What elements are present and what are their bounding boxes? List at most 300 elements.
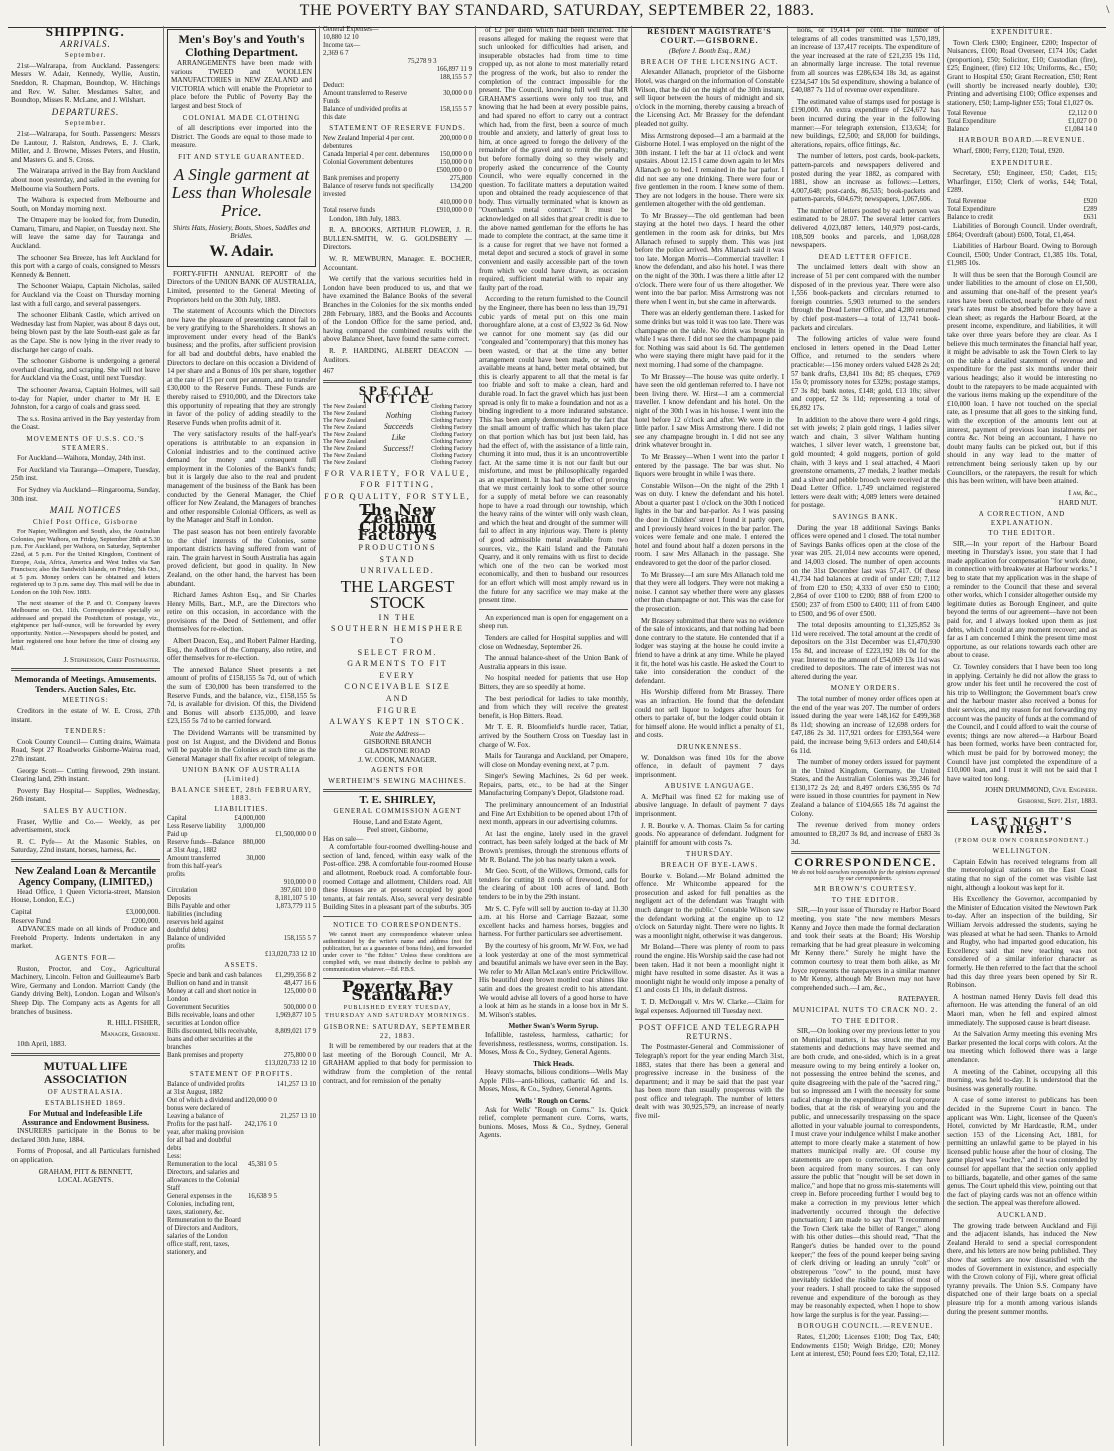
bank-paragraph: Albert Deacon, Esq., and Robert Palmer Harding, Esq., the Auditors of the Company, also retire, and offer themselves for re-election. <box>167 637 316 663</box>
table-row <box>167 903 316 935</box>
to-word: TO <box>390 636 405 645</box>
graham-agents: GRAHAM, PITT & BENNETT, <box>38 1167 133 1176</box>
table-cell: Bills Payable and other liabilities (including reserves held against doubtful debts) <box>167 903 231 935</box>
table-cell: 397,601 10 0 <box>280 887 316 895</box>
court-paragraph: Bourke v. Boland.—Mr Boland admitted the offence. Mr Whitcombe appeared for the prosecution and asked for full penalties as the negligent act of the defendant was 'fraught with much danger to the public.' Constable Wilson saw the defendant working at the engine up to 12 o'clock on Saturday night. There were no lights. It was a moonlight night, otherwise it was dangerous. <box>635 871 784 940</box>
table-cell: 30,000 <box>246 855 266 863</box>
table-cell: Out of which a dividend and bonus were declared of <box>167 1096 245 1112</box>
note-address: Note the Address— <box>369 729 426 738</box>
divider <box>791 851 940 854</box>
table-cell: Bank premises and property <box>323 174 400 182</box>
movement-item: For Auckland—Waihora, Monday, 24th inst. <box>17 454 146 463</box>
table-cell <box>234 903 265 935</box>
shirts-line: Shirts Hats, Hosiery, Boots, Shoes, Saddles and Bridles. <box>173 223 310 241</box>
table-cell: Total reserve funds <box>323 206 375 214</box>
table-cell <box>234 935 265 951</box>
table-cell: 166,897 11 9 <box>436 66 472 73</box>
table-cell: Paid up <box>167 831 188 839</box>
published-line: PUBLISHED EVERY TUESDAY, THURSDAY AND SATURDAY MORNINGS. <box>325 1004 470 1020</box>
newspaper-page <box>8 26 1106 1446</box>
drunkenness-text: W. Donaldson was fined 10s for the above offence, in default of payment 7 days imprisonment. <box>635 753 784 779</box>
table-cell <box>234 879 265 887</box>
table-row <box>947 198 1097 206</box>
table-cell: Balance of undivided profits at this date <box>323 106 408 121</box>
list-item: Clothing Factory <box>431 459 472 466</box>
list-item: Clothing Factory <box>431 438 472 445</box>
correction-heading: A CORRECTION, AND EXPLANATION. <box>978 509 1066 527</box>
list-item: Clothing Factory <box>431 403 472 410</box>
table-cell <box>323 74 408 82</box>
thick-heads-heading: Thick Heads. <box>533 1059 574 1068</box>
departures-month: September. <box>64 119 107 128</box>
table-cell: 150,000 0 0 <box>439 150 472 158</box>
table-cell <box>323 66 408 74</box>
gladstone-road: GLADSTONE ROAD <box>364 746 431 755</box>
colonial-text: of all descriptions ever imported into the District. The Goods are equal to those made to measure. <box>171 124 312 150</box>
post-paragraph: The total number of money order offices open at the end of the year was 207. The number of orders issued during the year were 148,162 for £499,368 8s 11d; showing an increase of 12,698 orders for £47,186 2s 3d. 117,921 orders for £393,564 were paid, the increase being 9,613 orders and £40,614 6s 11d. <box>791 694 940 755</box>
table-row <box>167 1097 316 1113</box>
list-item: The New Zealand <box>323 431 366 438</box>
table-cell: 242,176 1 0 <box>244 1120 277 1128</box>
table-row <box>323 74 472 82</box>
table-cell <box>437 50 472 58</box>
liabilities-heading: LIABILITIES. <box>214 804 269 813</box>
table-cell <box>277 1097 316 1113</box>
table-cell: £4,000,000 <box>234 815 266 823</box>
notice-correspondents: NOTICE TO CORRESPONDENTS. <box>333 921 462 930</box>
court-paragraph: Miss Armstrong deposed—I am a barmaid at the Gisborne Hotel. I was employed on the night of the 30th instant. I left the bar at 11 o'clock and went upstairs. About 12.15 I came down again to let Mrs Allanach go to bed. I remained in the bar parlor. I did not see any one drinking. There were four or five gentlemen in the room. I knew some of them. They are not lodgers in the house. There were six gentlemen altogether with the old gentleman. <box>635 131 784 209</box>
table-row <box>323 66 472 74</box>
table-cell <box>245 1113 277 1121</box>
table-row <box>167 815 316 823</box>
court-paragraph: To Mr Brassey—When I went into the parlor I entered by the passage. The bar was shut. No liquors were brought in while I was there. <box>635 452 784 479</box>
wire-text: Captain Edwin has received telegrams from all the meteorological stations on the East Coast stating that no sign of the comet was visible last night, although a lookout was kept for it. <box>947 857 1097 892</box>
table-cell <box>234 831 265 839</box>
post-paragraph: In addition to the above there were 4 gold rings, set with jewels; 2 plain gold rings, 1 ladies silver watch and chain, 3 silver Waltham hunting watches, 1 silver lever watch, 1 greenstone bar, gold mounted; 4 gold nuggets, portion of gold chain, with 3 keys and 1 seal attached, 4 Maori greenstone ornaments, 27 medals, 2 leather medals and a silver and pebble brooch were received at the Dead Letter Office. 1,749 unclaimed registered letters were dealt with; 4,089 letters were detained for postage. <box>791 415 940 510</box>
clothing-advert <box>167 29 316 267</box>
list-item: Clothing Factory <box>431 452 472 459</box>
table-cell <box>167 879 234 887</box>
table-cell: 1,873,779 11 5 <box>275 903 316 911</box>
table-cell: Income tax— <box>323 42 361 49</box>
table-cell: Circulation <box>167 887 198 895</box>
local-news: At last the engine, lately used in the gravel contract, has been safely lodged at the back of Mr Brown's premises, through the strenuous efforts of Mr R. Boland. The job has nearly taken a week. <box>479 829 628 864</box>
harbour-revenue-heading: HARBOUR BOARD.—REVENUE. <box>958 136 1086 145</box>
wire-text: A case of some interest to publicans has been decided in the Supreme Court in banco. The applicant was Wm. Light, licensee of the Queen's Hotel, convicted by Mr Hardcastle, R.M., under section 153 of the Licensing Act, 1881, for permitting an unlawful game to be played in his licensed public house after the hour of closing. The game played was "euchre," and it was contended by counsel for appellant that the section only applied to billiards, bagatelle, and other games of the same genus. The Court upheld this view, pointing out that the fact of playing cards was not an offence within the section. The appeal was therefore allowed. <box>947 1096 1097 1208</box>
movements-heading: MOVEMENTS OF U.S.S. CO.'S STEAMERS. <box>26 434 145 452</box>
table-cell: 8,181,107 5 10 <box>275 895 316 903</box>
table-row <box>947 126 1097 134</box>
fit-guarantee: FIT AND STYLE GUARANTEED. <box>178 152 305 161</box>
harbour-expenditure: Secretary, £50; Engineer, £50; Cadet, £15; Wharfinger, £150; Clerk of works, £44; Total, £289. <box>947 169 1097 195</box>
shipping-news: The Omapere may be looked for, from Dunedin, Oamaru, Timaru, and Napier, on Tuesday next. She will leave the same day for Tauranga and Auckland. <box>11 216 160 251</box>
table-cell: 141,257 13 10 <box>276 1080 316 1088</box>
table-row <box>167 855 316 879</box>
post-office-heading: POST OFFICE AND TELEGRAPH RETURNS. <box>638 1023 781 1041</box>
table-row <box>167 972 316 980</box>
court-heading: RESIDENT MAGISTRATE'S COURT.—GISBORNE. <box>647 27 772 45</box>
shipping-news: The schooner Sea Breeze, has left Auckland for this port with a cargo of coals, consigned to Messrs Kennedy & Bennett. <box>11 253 160 279</box>
table-cell: £289 <box>1083 205 1097 213</box>
postmaster-signature: J. Stephenson, Chief Postmaster. <box>63 655 160 664</box>
table-row <box>167 1060 316 1068</box>
table-cell: Specie and bank and cash balances <box>167 971 262 979</box>
mail-office: Chief Post Office, Gisborne <box>32 517 139 526</box>
colonial-heading: COLONIAL MADE CLOTHING <box>182 113 301 122</box>
table-row <box>323 90 472 106</box>
table-cell <box>234 887 265 895</box>
table-cell: 21,257 13 10 <box>280 1112 316 1120</box>
movement-item: For Sydney via Auckland—Ringarooma, Sunday, 30th inst. <box>11 485 160 503</box>
table-cell: £2,112 0 0 <box>1068 110 1097 118</box>
table-row <box>167 1121 316 1153</box>
table-cell: 75,278 9 3 <box>407 58 437 65</box>
managers-list: W. R. MEWBURN, Manager. E. BOCHER, Accountant. <box>323 254 472 272</box>
expenditure-heading: EXPENDITURE. <box>991 28 1053 36</box>
local-news: The annual balance-sheet of the Union Bank of Australia appears in this issue. <box>479 654 628 671</box>
table-cell: Bank premises and property <box>167 1051 244 1059</box>
court-paragraph: To Mr Brassey—I am sure Mrs Allanach told me that they were all lodgers. They were not making a noise. I cannot say whether there were any glasses other than champagne or not. This was the case for the prosecution. <box>635 570 784 613</box>
unrivalled: UNRIVALLED. <box>360 566 435 576</box>
local-news: Mails for Tauranga and Auckland, per Omapere, will close on Monday evening next, at 7 p.m. <box>479 752 628 769</box>
bank-paragraph: The Dividend Warrants will be transmitted by post on 1st August, and the Dividend and Bonus will be payable in the Colonies at such time as the General Manager shall fix after receipt of telegram. <box>167 729 316 763</box>
leader-paragraph: of £2 per diem which had been incurred. The reasons alleged for making the request were that such unlooked for difficulties had arisen, and insuperable obstacles had from time to time cropped up, as not alone to most materially retard the progress of the work, but also to render the completion of the contract impossible for the present. The Council, knowing full well that MR GRAHAM'S assertions were only too true, and knowing that he had been at every possible pains, and had spared no effort to carry out a contract which had, from the first, been a source of much trouble and anxiety, and latterly of great loss to him, at once agreed to forego the delivery of the remainder of the gravel and to remit the penalty; but before formally doing so they wisely and properly asked the concurrence of the County Council, who were equally concerned in the question. To facilitate matters a deputation waited upon and obtained the ready acquiescence of that body. Thus virtually terminated what is known as "Oxenham's metal contract." It must be acknowledged on all sides that great credit is due to the above named gentleman for the efforts he has made to complete the contract, at the same time it is a cause for regret that we have not formed a metal depot and secured a stock of gravel in some convenient and easily accessible part of the town from which we could have drawn, as occasion required, sufficient material with to repair any faulty part of the road. <box>479 26 628 292</box>
table-row <box>167 1052 316 1060</box>
date-line: 10th April, 1883. <box>17 1040 67 1049</box>
divider <box>323 789 472 792</box>
table-row <box>323 42 472 50</box>
worm-syrup-text: Infallible, tasteless, harmless, cathartic; for feverishness, restlessness, worms, constipation. 1s. Moses, Moss & Co., Sydney, General Agents. <box>479 1030 628 1057</box>
tender-item: George Scott— Cutting firewood, 29th instant. Clearing land, 29th instant. <box>11 766 160 784</box>
local-news: By the courtesy of his groom, Mr W. Fox, we had a look yesterday at one of the most symmetrical and beautiful animals we have ever seen in the Bay. We refer to Mr Allan McLean's entire Prickwillow. His beautiful deep brown mottled coat shines like satin and does the greatest credit to his attendant. We would advise all lovers of a good horse to have a look at him as he stands in a loose box in Mr S. M. Wilson's stables. <box>479 941 628 1019</box>
table-cell: 3,000,000 <box>237 823 266 831</box>
table-cell <box>167 951 234 959</box>
tenders-heading: TENDERS: <box>64 727 107 736</box>
liabilities-table <box>167 815 316 959</box>
conceivable-size: CONCEIVABLE SIZE <box>344 682 451 692</box>
local-news: Tenders are called for Hospital supplies and will close on Wednesday, September 26. <box>479 633 628 651</box>
divider <box>635 1019 784 1020</box>
table-cell: 120,000 0 0 <box>244 1096 277 1104</box>
manager-title: Manager, Gisborne. <box>100 1029 160 1038</box>
table-cell: £1,027 0 0 <box>1068 118 1097 126</box>
sale-items: A comfortable four-roomed dwelling-house and section of land, fenced, within easy walk of the Post-office. 298. A comfortable four-roomed House and allotment, Roebuck road. A comfortable four-roomed Cottage and allotment, Childers road. All these Houses are at present occupied by good tenants, at fair rentals. Also, several very desirable Building Sites in a pleasant part of the suburbs. 305 <box>323 843 472 912</box>
table-cell <box>408 66 437 74</box>
table-row <box>947 214 1097 222</box>
to-editor: TO THE EDITOR. <box>831 895 900 904</box>
wires-heading: LAST NIGHT'S WIRES. <box>970 813 1074 837</box>
shipping-news: The schooner Elibank Castle, which arrived on Wednesday last from Napier, was about 8 days out, being blown past by the late South-east gale as far as the Cape. She is now lying in the river ready to discharge her cargo of coals. <box>11 311 160 354</box>
table-row <box>323 199 472 207</box>
mutual-heading: MUTUAL LIFE ASSOCIATION <box>43 1058 128 1086</box>
table-row <box>323 159 472 167</box>
mail-notices-heading: MAIL NOTICES <box>49 505 122 516</box>
table-row <box>167 823 316 831</box>
nz-clothing-factory: The New Zealand Clothing Factory's <box>357 500 438 545</box>
table-cell: Total Revenue <box>947 197 987 205</box>
column-6 <box>788 26 944 1446</box>
list-item: The New Zealand <box>323 403 366 410</box>
harbour-totals <box>947 198 1097 222</box>
table-cell <box>408 106 437 122</box>
shipping-heading: SHIPPING. <box>45 26 126 39</box>
table-cell <box>234 951 265 959</box>
table-row <box>323 34 472 42</box>
table-cell: Amount transferred from this half-year's profits <box>167 855 222 879</box>
gisborne-branch: GISBORNE BRANCH <box>363 738 432 747</box>
table-cell: Reserve funds—Balance at 31st Aug., 1882 <box>167 839 235 855</box>
table-cell: 48,477 16 6 <box>283 979 316 987</box>
post-paragraph: The estimated value of stamps used for postage is £190,000. An extra expenditure of £24,672 has been incurred during the year in the following manner:—For telegraph extension, £13,634; for new buildings, £2,500; and £8,000 for buildings, alterations, repairs, office fittings, &c. <box>791 97 940 149</box>
letter-text: SIR,—In your report of the Harbour Board meeting in Thursday's issue, you state that I had made application for compensation "for work done, in connection with breakwater at Harbour works." I beg to state that my application was in the shape of a reminder to the Council that these and several other works, which I consider altogether outside my legitimate duties as Borough Engineer, and quite beyond the terms of our agreement—have not been paid for, and I always looked upon them as just debts, which I could at any moment recover; and as far as I am concerned I think the present time most opportune, as our relations towards each other are about to cease. <box>947 539 1097 660</box>
capital-row: Capital £3,000,000. <box>11 908 160 917</box>
table-row <box>167 1113 316 1121</box>
court-paragraph: To Mr Brassey—The house was quite orderly. I have seen the old gentleman referred to. I have not been living there. W. Hirst—I am a commercial traveller. I know defendant and his hotel. On the night of the 30th I was in his house. I went into the hotel before 12 o'clock and after. We were in the little parlor. I saw Miss Armstrong there. I did not see any champagne brought in. I did not see any drink whatever brought in. <box>635 372 784 450</box>
table-cell: 275,800 <box>449 174 472 182</box>
table-cell <box>277 1121 316 1153</box>
stand-word: STAND <box>379 554 416 564</box>
divider <box>11 1053 160 1056</box>
table-row <box>323 58 472 66</box>
letter-text: Cr. Townley considers that I have been too long in applying. Certainly he did not allow the grass to grow under his feet until he recovered the cost of his trip to Wellington; the Government boat's crew and the harbour master also received a bonus for their services, and my reason for not forwarding my account was the paucity of funds at the command of the Council, and I could afford to wait the course of events; things are now altered—a Harbour Board has been formed, works have been contracted for, which must be paid for by borrowed money; the Council have just completed the expenditure of a £10,000 loan, and I trust it will not be said that I have waited too long. <box>947 663 1097 783</box>
table-row <box>947 206 1097 214</box>
table-cell: Canada Imperial 4 per cent. debentures <box>323 150 430 158</box>
leader-text: It will be remembered by our readers that at the last meeting of the Borough Council, Mr A. GRAHAM applied to that body for permission to withdraw from the completion of the rental contract, and for remission of the penalty <box>323 1042 472 1085</box>
post-paragraph: During the year 18 additional Savings Banks offices were opened and 1 closed. The total number of Savings Banks offices open at the close of the year was 205. 21,014 new accounts were opened, and 14,003 closed. The number of open accounts on the 31st December last was 57,417. Of these 41,734 had balances at credit of under £20; 7,112 of from £20 to £50; 4,333 of over £50 to £100; 2,864 of over £100 to £200; 888 of from £200 to £500; 237 of from £500 to £400; 111 of from £400 to £500, and 96 of over £500. <box>791 523 940 618</box>
table-cell: 2,369 6 7 <box>323 50 349 57</box>
table-cell: Profits for the past half-year, after making provision for all bad and doubtful debts <box>167 1120 244 1152</box>
table-cell: Balance of undivided profits at 31st August, 1882 <box>167 1080 245 1096</box>
directors-list: R. A. BROOKS, ARTHUR FLOWER, J. R. BULLEN-SMITH, W. G. GOLDSBERY — Directors. <box>323 226 472 252</box>
local-news: An experienced man is open for engagement on a sheep run. <box>479 613 628 631</box>
table-cell: 10,880 12 10 <box>323 34 359 41</box>
auditors-list: R. P. HARDING, ALBERT DEACON — Auditors. <box>323 346 472 364</box>
figure-word: FIGURE <box>377 705 418 715</box>
profits-heading: STATEMENT OF PROFITS. <box>189 1069 294 1078</box>
liabilities-text: Liabilities of Borough Council. Under overdraft, £864; Overdraft (about) £600, Total, £1,464. <box>947 221 1097 239</box>
peel-street: Peel street, Gisborne, <box>366 826 429 835</box>
post-paragraph: The total deposits amounting to £1,325,852 3s 11d were received. The total amount at the credit of depositors on the 31st December was £1,470,930 15s 8d, and increase of £223,192 18s 0d for the year. Interest to the amount of £54,069 13s 11d was credited to depositors. The rate of interest was not altered during the year. <box>791 621 940 681</box>
letter-text: SIR,—In your issue of Thursday re Harbor Board meeting, you state "the new members Messrs Kenny and Joyce then made the formal declaration and took their seats at the Board; His Worship remarking that he had great pleasure in welcoming Mr Kenny there." Surely he might have the common courtesy to treat them both alike, as Mr Joyce represents the ratepayers in a similar manner to Mr Kenny, although Mr Brown may not have comprehended such.—I am, &c., <box>791 906 940 992</box>
advert-number: 467 <box>323 367 334 376</box>
arrivals-month: September. <box>64 51 107 60</box>
table-cell <box>323 58 408 66</box>
abusive-text: A. McPhail was fined £2 for making use of abusive language. In default of payment 7 days imprisonment. <box>635 792 784 819</box>
nz-loan-heading: New Zealand Loan & Mercantile Agency Company, (LIMITED,) <box>15 865 156 888</box>
table-cell <box>234 895 265 903</box>
cf-list <box>431 404 472 467</box>
every-word: EVERY <box>379 670 416 680</box>
nothing-succeeds: Nothing Succeeds Like Success!! <box>383 410 414 453</box>
mutual-tagline: For Mutual and Indefeasible Life Assurance and Endowment Business. <box>21 1109 150 1128</box>
table-cell <box>265 815 316 823</box>
table-row <box>167 951 316 959</box>
court-paragraph: Alexander Allanach, proprietor of the Gisborne Hotel, was charged on the information of Constable Wilson, that he did on the night of the 30th instant, sell liquor between the hours of midnight and six o'clock in the morning, thereby causing a breach of the Licensing Act. Mr Brassey for the defendant pleaded not guilty. <box>635 68 784 128</box>
table-cell: Deduct: <box>323 82 345 89</box>
table-cell <box>408 50 437 58</box>
balance-sheet-heading: BALANCE SHEET, 28th FEBRUARY, 1883. <box>171 785 312 803</box>
insurers-text: INSURERS participate in the Bonus to be declared 30th June, 1884. <box>11 1127 160 1144</box>
local-news: Singer's Sewing Machines, 2s 6d per week. Repairs, parts, etc., to be had at the Singer Manufacturing Company's Depot, Gladstone road. <box>479 772 628 798</box>
table-row <box>167 980 316 988</box>
memoranda-heading: Memoranda of Meetings. Amusements. Tenders. Auction Sales, Etc. <box>14 674 157 694</box>
table-cell <box>167 1060 265 1068</box>
table-cell: 30,000 0 0 <box>443 90 472 97</box>
table-cell: Less Reserve liability <box>167 823 226 831</box>
drummond-signature: JOHN DRUMMOND, Civil Engineer. <box>984 786 1097 795</box>
has-on-sale: Has on sale— <box>323 834 364 843</box>
list-item: The New Zealand <box>323 445 366 452</box>
leader-paragraph: According to the return furnished to the Council by the Engineer, there has been no less than 19,791 cubic yards of metal put on this one main thoroughfare alone, at a cost of £3,922 3s 6d. Now we cannot for one moment say (as did our "congealed and "contemporary) that this money has been wasted, or that at the time any better arrangement could have been made, or with the available means at hand, better metal obtained, but this is clearly apparent to all that the metal is far too friable and soft to make a clean, hard and durable road. In fact the gravel which has just been spread is only fit to make a foundation and not as a binding ingredient to a more indurated substance. This has been amply demonstrated by the fact that the small amount of traffic which has taken place on that portion which has but just been laid, has had the effect of, with the assistance of a little rain, churning it into mud, thus it is an uncontrovertible fact. At the same time it is not our fault but our misfortune, and must be philosophically regarded as an experiment. It has had the effect of proving that we must certainly look to some other source for a supply of metal before we can reasonably hope to have a road through our township, which the heavy rains of the winter will only wash clean, and which the heat and drought of the summer will fail to affect in any injurious way. There is plenty of good admissible metal available from two sources, viz., the Kaiti Island and the Patutahi Quarry, and it only remains with us first to decide which one of the two can be worked most economically, and then to husband our resources for an effort which will most amply reward us in the future for any sacrifice we may make at the present time. <box>479 295 628 605</box>
movement-item: For Auckland via Tauranga—Omapere, Tuesday, 25th inst. <box>11 465 160 483</box>
dateline: GISBORNE: SATURDAY, SEPTEMBER 22, 1883. <box>323 1023 472 1040</box>
table-cell: Bills receivable, loans and other securities at London office <box>167 1011 255 1027</box>
newspaper-title: THE POVERTY BAY STANDARD, SATURDAY, SEPTEMBER 22, 1883. <box>299 2 815 19</box>
auckland-heading: AUCKLAND. <box>996 1211 1048 1220</box>
court-paragraph: To Mr Brassey—The old gentleman had been staying at the hotel two days. I heard the other gentlemen in the room ask for drinks, but Mrs Allanach refused to supply them. This was just before the police arrived. Mrs Allanach said it was too late. Morgan Morris—Commercial traveller: I know the defendant, and also his hotel. I was there on the night of the 30th. I was there a little after 12 o'clock. There were four of us there altogether. We went into the bar parlor. Miss Armstrong was not there when I went in, but she came in afterwards. <box>635 211 784 306</box>
table-cell: New Zealand Imperial 4 per cent. debentures <box>323 134 415 150</box>
table-cell: Remuneration to the local Directors, and salaries and allowances to the Colonial Staff <box>167 1160 240 1192</box>
court-paragraph: Mr Boland—There was plenty of room to pass round the engine. His Worship said the case had not been taken. Had it not been a moonlight night it might have resulted in some disaster. As it was a moonlight night he would only impose a penalty of £1 and costs £1 10s, in default distress. <box>635 943 784 995</box>
table-cell: 200,000 0 0 <box>439 134 472 142</box>
agents-text: Ruston, Proctor, and Coy., Agricultural Machinery, Lincoln. Felton and Guilleaume's Barb Wire, Germany and London. Marriott Candy (the Gandy driving Belt), London. Logan and Wilson's Sheep Dip. The Company acts as Agents for all branches of business. <box>11 964 160 1016</box>
table-cell <box>277 1161 316 1193</box>
paper-name: Poverty Bay Standard. <box>341 976 454 1005</box>
table-row <box>167 831 316 839</box>
table-cell: Balance <box>947 126 969 134</box>
wire-text: A hostman named Henry Davis fell dead this afternoon. He was attending the funeral of an old Maori man, when he fell and expired almost immediately. The supposed cause is heart disease. <box>947 992 1097 1027</box>
table-row <box>323 151 472 159</box>
court-paragraph: There was an elderly gentleman there. I asked for some drinks but was told it was too late. There was champagne on the table. No drink was brought in while I was there. I did not see the champagne paid for. Nothing was said about 1s 6d. The gentlemen who were staying there might have paid for it the next morning. I had some of the champagne. <box>635 309 784 369</box>
productions: PRODUCTIONS <box>358 543 437 553</box>
harbour-expenditure-heading: EXPENDITURE. <box>991 158 1053 167</box>
letter-text: SIR,—On looking over my previous letter to you on Municipal matters, it has struck me that my statements and deductions may have seemed and are both crude, and one-sided, which is in a great measure owing to my being entirely a looker on, not possessing the entree behind the scenes, and quite disagreeing with the pale of the "sacred ring," but so impressed am I with the necessity for some radical change in the expenditure of local corporate bodies, that at the risk of wearying you and the public, and unnecessarily trespassing on the space allotted in your valuable journal to correspondents, I must crave your indulgence whilst I make another attempt to more clearly make a statement of how matters municipal really are. Of course my statements are open to correction, as they have been acquired from many sources. I can only assure the public that "nought will be set down in malice," and hope that no gross mis-statements will creep in. Before proceeding further I would beg to make a correction in my previous letter which inadvertently occurred through the defective punctuation; I am made to say that "I recommend the Town Clerk take the billet of Ranger," along with his other duties—this should read, "That the Ranger's duties be handed over to the pound keeper;" the fees of the pound keeper being saving of clerk driving or leading an unruly "colt" or obstreperous "cow" to the pound, must have inevitably tickled the risible faculties of most of your readers. I shall proceed to take the supposed revenue and expenditure of the borough as they may be reasonably expected, when I hope to show how large the surplus is for the year. Passing:— <box>791 1027 940 1319</box>
shipping-news: The schooner Gisborne is undergoing a general overhaul cleaning, and scraping. She will not leave for Auckland via the Coast, until next Tuesday. <box>11 357 160 383</box>
divider <box>323 916 472 917</box>
expenses-table <box>323 26 472 122</box>
shipping-news: The s.s. Rosina arrived in the Bay yesterday from the Coast. <box>11 414 160 432</box>
local-news: The preliminary announcement of an Industrial and Fine Art Exhibition to be opened about 17th of next month, appears in our advertising columns. <box>479 801 628 827</box>
courtesy-heading: MR BROWN'S COURTESY. <box>814 885 917 894</box>
money-orders-heading: MONEY ORDERS. <box>830 684 901 693</box>
letter-text: It will thus be seen that the Borough Council are under liabilities to the amount of close on £1,500, and assuming that one-half of the present year's rates have been collected, nearly the whole of next year's rates must be absorbed before they have a clean sheet; as regards the Harbour Board, at the present income, expenditure, and liabilities, it will take over three years before they are clear. As I believe this much terminates the financial half year, it might be advisable to ask the Town Clerk to lay on the table a detailed statement of revenue and expenditure for the past six months under their various headings; also it would be interesting no doubt to the ratepayers to be made acquainted with the various items making up the expenditure of the £10,000 loan. I have not touched on the special rate, as I presume that all goes to the sinking fund, with the exception of the amounts lent out at interest, payment of previous loan instalments per contra &c. Not being an accountant, I have no doubt many faults can be picked out, but if this should in any way lead to the matter of retrenchment being seriously taken up by our Councillors, or the ratepayers, the result for which this has been written, will have been attained. <box>947 270 1097 486</box>
table-cell: Bullion on hand and in transit <box>167 979 248 987</box>
thursday-heading: THURSDAY. <box>685 850 734 859</box>
table-cell <box>408 90 437 106</box>
savings-bank-heading: SAVINGS BANK. <box>832 513 899 522</box>
advances-text: ADVANCES made on all kinds of Produce and Freehold Property. Indents undertaken in any market. <box>11 925 160 951</box>
table-cell <box>437 34 472 42</box>
table-cell: £13,020,733 12 10 <box>265 951 316 959</box>
corns-text: Ask for Wells' "Rough on Corns." 1s. Quick relief, complete permanent cure. Corns, warts, bunions. Moses, Moss & Co., Sydney, General Agents. <box>479 1105 628 1140</box>
post-paragraph: The revenue derived from money orders amounted to £8,207 3s 8d, and increase of £683 3s 3d. <box>791 821 940 847</box>
tender-item: Cook County Council— Cutting drains, Waimata Road, Sept 27 Roadworks Gisborne-Wairoa road, 27th instant. <box>11 737 160 763</box>
post-paragraph: The number of letters, post cards, book-packets, pattern-parcels and newspapers delivered and posted during the year 1882, as compared with 1881, show an increase as follows:—Letters, 4,007,648; post-cards, 86,535; book-packets and pattern-parcels, 604,679; newspapers, 1,067,606. <box>791 152 940 204</box>
column-5 <box>632 26 788 1446</box>
civil-case: J. R. Bourke v. A. Thomas. Claim 5s for carting goods. No appearance of defendant. Judgment for plaintiff for amount with costs 7s. <box>635 821 784 847</box>
table-row <box>323 106 472 122</box>
shipping-news: The schooner Awaroa, Captain Holmes, will sail to-day for Napier, under charter to Mr H. E Johnston, for a cargo of coals and grass seed. <box>11 385 160 412</box>
post-paragraph: lions, or 19,414 per cent. The number of telegrams of all codes transmitted was 1,570,189, an increase of 137,417 receipts. The expenditure of the year increased at the rate of £21,235 19s 11d, an abnormally large increase. The total revenue from all sources was £286,634 18s 3d, as against £234,547 10s 5d expenditure, showing a balance of £40,087 7s 11d of revenue over expenditure. <box>791 26 940 95</box>
meetings-heading: MEETINGS: <box>62 696 109 705</box>
table-cell: 410,000 0 0 <box>439 198 472 206</box>
column-3 <box>320 26 476 1446</box>
nuts-heading: MUNICIPAL NUTS TO CRACK NO. 2. <box>792 1005 939 1014</box>
bank-paragraph: The past season has not been entirely favorable to the chief interests of the Colonies, some important districts having suffered from want of rain. The grain harvest in South Australia has again proved deficient, but good in quality. In New Zealand, on the other hand, the harvest has been abundant. <box>167 527 316 588</box>
table-row <box>323 26 472 34</box>
for-fitting: FOR FITTING, <box>360 480 435 490</box>
table-cell <box>408 82 437 90</box>
table-cell <box>277 1153 316 1161</box>
letter-closing: I am, &c., <box>1068 488 1097 497</box>
list-item: Clothing Factory <box>431 445 472 452</box>
own-correspondent: (FROM OUR OWN CORRESPONDENT.) <box>955 837 1089 844</box>
profits-table <box>167 1081 316 1257</box>
arrivals-text: 21st—Walrarapa, from Auckland. Passengers: Messrs W. Adair, Kennedy, Wyllie, Austin, Sneddon, R. Chapman, Boundtop, W. Hitchings and Rev. W. Salter. Mesdames Salter, and Boundtop, Misses R. McLane, and J. Wilshart. <box>11 61 160 105</box>
bank-paragraph: Richard James Ashton Esq., and Sir Charles Henry Mills, Bart., M.P., are the Directors who retire on this occasion, in accordance with the provisions of the Deed of Settlement, and offer themselves for re-election. <box>167 591 316 634</box>
table-row <box>323 183 472 199</box>
table-cell <box>408 42 437 50</box>
corns-heading: Wells ' Rough on Corns.' <box>515 1097 592 1106</box>
fisher-signature: R. HILL FISHER, <box>107 1019 160 1028</box>
ratepayer-signature: RATEPAYER. <box>897 995 940 1004</box>
largest-stock: THE LARGEST STOCK <box>340 576 455 612</box>
wellington-heading: WELLINGTON. <box>992 847 1052 856</box>
adjourned-case: T. D. McDougall v. Mrs W. Clarke.—Claim for legal expenses. Adjourned till Tuesday next. <box>635 997 784 1015</box>
table-cell: Total Revenue <box>947 110 987 118</box>
table-cell: 880,000 <box>242 839 266 847</box>
list-item: Clothing Factory <box>431 431 472 438</box>
table-row <box>167 1193 316 1217</box>
table-cell: 150,000 0 0 <box>439 158 472 166</box>
table-row <box>167 988 316 1004</box>
meeting-item: Creditors in the estate of W. E. Cross, 27th instant. <box>11 706 160 724</box>
in-the: IN THE <box>378 612 417 622</box>
post-office-text: The Postmaster-General and Commissioner of Telegraph's report for the year ending March 31st, 1883, states that there has been a general and progressive increase in the business of the department; and it may be said that the past year has been more than usually prosperous with the post office and telegraph. The number of letters dealt with was 30,925,579, an increase of nearly five mil- <box>635 1043 784 1121</box>
table-cell <box>323 167 436 175</box>
column-1 <box>8 26 164 1446</box>
table-row <box>167 895 316 903</box>
divider <box>947 810 1097 813</box>
sale-item: Fraser, Wyllie and Co.— Weekly, as per advertisement, stock <box>11 817 160 835</box>
table-cell: Balance to credit <box>947 213 994 221</box>
adair-name: W. Adair. <box>209 242 274 260</box>
table-cell <box>408 26 437 34</box>
table-cell: Bills discounted, bills receivable, loans and other securities at the branches <box>167 1027 258 1051</box>
list-item: The New Zealand <box>323 417 366 424</box>
case-heading: BREACH OF THE LICENSING ACT. <box>640 57 779 66</box>
table-cell: 125,000 0 0 <box>283 987 316 995</box>
wire-text: His Excellency the Governor, accompanied by the Minister of Education visited the Newtown Park to-day. After an inspection of the building, Sir William Jervois addressed the students, saying he was pleased at what he had seen. Thanks to Arnold and Rugby, who had imparted good education, his Excellency said that new teaching was not considered of a similar inferior character as formerly. He then referred to the fact that the school had this day three years been opened by Sir R. Robinson. <box>947 895 1097 990</box>
local-news: Mr Geo. Scott, of the Willows, Ormond, calls for tenders for cutting 18 cords of firewood, and for the clearing of about 100 acres of land. Both tenders to be in by the 29th instant. <box>479 867 628 901</box>
table-cell: £631 <box>1083 213 1097 221</box>
table-cell: General Expenses— <box>323 26 379 33</box>
table-row <box>323 82 472 90</box>
wire-text: A meeting of the Cabinet, occupying all this morning, was held to-day. It is understood that the business was generally routine. <box>947 1067 1097 1093</box>
table-row <box>167 935 316 951</box>
table-row <box>167 839 316 855</box>
drunkenness-heading: DRUNKENNESS. <box>676 742 743 751</box>
clothing-heading: Men's Boy's and Youth's Clothing Department. <box>178 32 305 59</box>
table-cell: £13,020,733 12 10 <box>265 1059 316 1067</box>
harbour-revenue: Wharf, £800; Ferry, £120; Total, £920. <box>953 146 1065 155</box>
house-estate: House, Land and Estate Agent, <box>352 817 443 826</box>
court-paragraph: Mr Brassey submitted that there was no evidence of the sale of intoxicants, and that nothing had been done contrary to the statute. He contended that if a lodger was staying at the house he could invite a friend to have a drink at any time. While he played it fit, the hotel was his castle. He asked the Court to take into consideration the conduct of the defendant. <box>635 616 784 685</box>
table-cell: £1,500,000 0 0 <box>275 831 316 839</box>
special-notice-heading: SPECIAL NOTICE <box>358 382 437 407</box>
commission-agent: GENERAL COMMISSION AGENT <box>333 806 462 815</box>
drummond-date: Gisborne, Sept. 21st, 1883. <box>1017 796 1097 805</box>
